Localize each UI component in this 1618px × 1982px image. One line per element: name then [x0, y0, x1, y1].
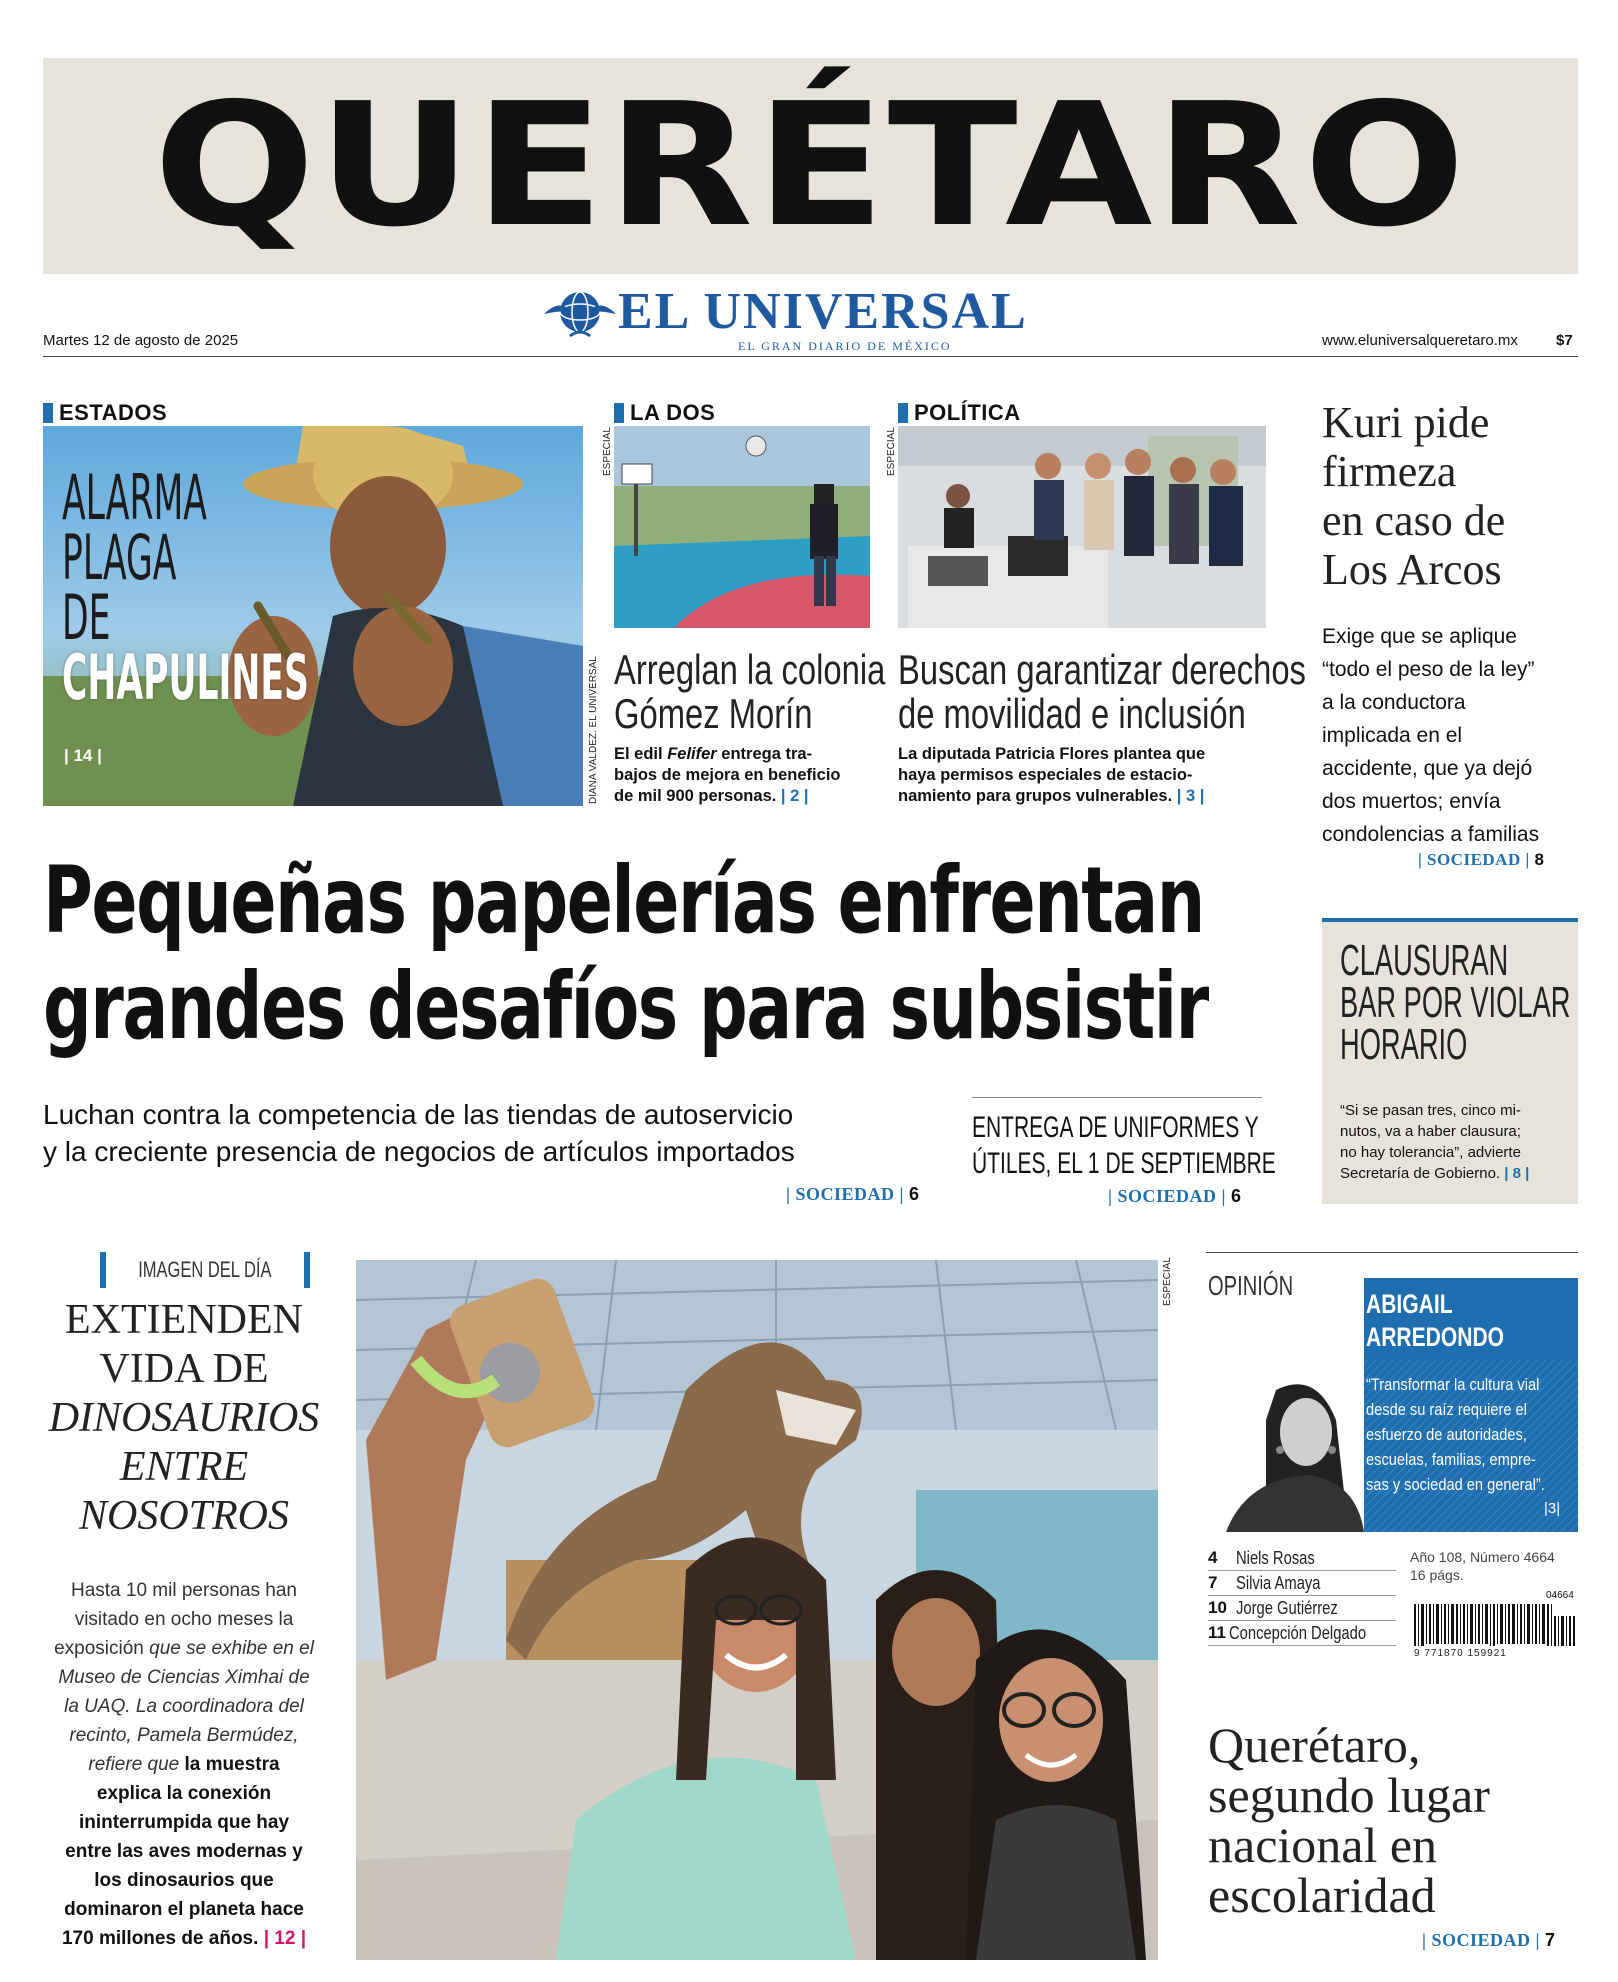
overlay-line: PLAGA — [62, 521, 177, 594]
la-dos-dek — [614, 744, 876, 807]
section-label-text: LA DOS — [630, 400, 716, 425]
dek-text: Exige que se aplique — [1322, 625, 1517, 648]
page-count: 16 págs. — [1410, 1567, 1464, 1583]
dek-text: nutos, va a haber clausura; — [1340, 1123, 1521, 1140]
headline-line: Buscan garantizar derechos — [898, 646, 1306, 693]
headline-line: Kuri pide — [1322, 398, 1490, 447]
opinion-page-ref[interactable]: |3| — [1544, 1500, 1561, 1517]
headline-line: NOSOTROS — [78, 1493, 290, 1539]
uniformes-headline — [972, 1110, 1276, 1182]
columnists-list — [1208, 1546, 1396, 1646]
escolaridad-section-ref[interactable] — [1422, 1930, 1555, 1951]
dek-text: entrega tra- — [716, 745, 813, 763]
dek-text: los dinosaurios que — [94, 1870, 274, 1891]
dek-text: la muestra — [184, 1754, 280, 1775]
masthead — [43, 58, 1578, 274]
main-dek — [43, 1096, 795, 1170]
ref-section: | SOCIEDAD | — [1422, 1930, 1540, 1950]
la-dos-headline — [614, 648, 885, 736]
issue-number: Año 108, Número 4664 — [1410, 1549, 1555, 1565]
dek-text: dos muertos; envía — [1322, 790, 1501, 813]
dek-text: a la conductora — [1322, 691, 1466, 714]
dek-text: “Si se pasan tres, cinco mi- — [1340, 1102, 1521, 1119]
headline-line: VIDA DE — [99, 1346, 269, 1392]
headline-line: HORARIO — [1340, 1020, 1468, 1069]
photo-credit: ESPECIAL — [1162, 1257, 1173, 1306]
photo-credit: ESPECIAL — [602, 427, 613, 476]
website-url[interactable]: www.eluniversalqueretaro.mx — [1322, 332, 1518, 349]
price: $7 — [1556, 332, 1573, 349]
dek-text: Secretaría de Gobierno. — [1340, 1165, 1501, 1182]
barcode-icon — [1414, 1598, 1576, 1646]
headline-line: Arreglan la colonia — [614, 646, 886, 693]
author-portrait-icon — [1206, 1360, 1364, 1532]
uniformes-section-ref[interactable] — [1108, 1186, 1241, 1207]
overlay-line: DE — [62, 581, 111, 654]
dek-text: de mil 900 personas. — [614, 787, 777, 805]
opinion-quote — [1366, 1372, 1566, 1497]
headline-line: en caso de — [1322, 496, 1506, 545]
dinosaurios-dek — [36, 1576, 332, 1953]
columnist-name: Jorge Gutiérrez — [1236, 1597, 1338, 1618]
masthead-title: QUERÉTARO — [153, 67, 1468, 265]
barcode-digits: 9 771870 159921 — [1414, 1648, 1507, 1659]
columnist-page: 7 — [1208, 1573, 1218, 1592]
headline-line: EXTIENDEN — [65, 1297, 303, 1343]
main-section-ref[interactable] — [786, 1184, 919, 1205]
dek-text: condolencias a familias — [1322, 823, 1540, 846]
columnist-page: 11 — [1208, 1623, 1226, 1642]
brand-tagline: EL GRAN DIARIO DE MÉXICO — [738, 339, 952, 353]
headline-line: ENTRE — [119, 1444, 249, 1490]
issue-info — [1410, 1548, 1555, 1584]
clausuran-headline — [1340, 936, 1571, 1069]
headline-line: Pequeñas papelerías enfrentan — [43, 847, 1204, 954]
brand-name: EL UNIVERSAL — [618, 283, 1028, 340]
section-label-la-dos — [614, 400, 715, 426]
columnist-row[interactable] — [1208, 1596, 1396, 1621]
page-ref[interactable]: | 14 | — [64, 746, 102, 765]
overlay-line: CHAPULINES — [62, 641, 309, 714]
dek-text: ininterrumpida que hay — [78, 1812, 290, 1833]
ref-page: 6 — [908, 1184, 919, 1204]
dek-text: El edil — [614, 745, 668, 763]
dek-text: Hasta 10 mil personas han — [70, 1580, 297, 1601]
clausuran-dek — [1340, 1100, 1572, 1184]
photo-dinosaur-selfie — [356, 1260, 1158, 1960]
page-ref[interactable]: | 12 | — [263, 1928, 307, 1949]
dek-text: namiento para grupos vulnerables. — [898, 787, 1173, 805]
photo-basketball-court — [614, 426, 870, 628]
dek-text: La diputada Patricia Flores plantea que — [898, 745, 1206, 763]
ref-page: 8 — [1534, 850, 1544, 869]
headline-line: BAR POR VIOLAR — [1340, 978, 1571, 1027]
politica-dek — [898, 744, 1278, 807]
dek-text: haya permisos especiales de estacio- — [898, 766, 1193, 784]
headline-line: Los Arcos — [1322, 545, 1502, 594]
dek-text: dominaron el planeta hace — [64, 1899, 304, 1920]
opinion-label: OPINIÓN — [1208, 1270, 1294, 1301]
kuri-headline — [1322, 398, 1505, 594]
headline-line: DINOSAURIOS — [48, 1395, 320, 1441]
ref-page: 6 — [1230, 1186, 1241, 1206]
escolaridad-headline — [1208, 1717, 1490, 1923]
headline-line: ENTREGA DE UNIFORMES Y — [972, 1111, 1259, 1144]
quote-line: sas y sociedad en general”. — [1366, 1475, 1545, 1494]
divider — [972, 1097, 1262, 1098]
dek-text: exposición — [54, 1638, 150, 1659]
columnist-name: Silvia Amaya — [1236, 1572, 1321, 1593]
dek-text: la UAQ. La coordinadora del — [64, 1696, 304, 1717]
opinion-author — [1366, 1288, 1504, 1354]
dek-emphasis: Felifer — [667, 745, 717, 763]
dek-text: Museo de Ciencias Ximhai de — [58, 1667, 310, 1688]
dek-text: 170 millones de años. — [61, 1928, 259, 1949]
columnist-row[interactable] — [1208, 1546, 1396, 1571]
headline-line: de movilidad e inclusión — [898, 690, 1246, 737]
columnist-row[interactable] — [1208, 1621, 1396, 1646]
columnist-page: 4 — [1208, 1548, 1218, 1567]
basketball-court-photo-icon — [614, 426, 870, 628]
author-line: ARREDONDO — [1366, 1322, 1505, 1352]
ref-page: 7 — [1544, 1930, 1555, 1950]
dek-text: refiere que — [88, 1754, 185, 1775]
politica-headline — [898, 648, 1306, 736]
dek-text: “todo el peso de la ley” — [1322, 658, 1535, 681]
page-ref[interactable]: | 2 | — [780, 787, 809, 805]
dek-text: bajos de mejora en beneficio — [614, 766, 841, 784]
columnist-name: Niels Rosas — [1236, 1547, 1315, 1568]
page-ref[interactable]: | 3 | — [1176, 787, 1205, 805]
section-label-estados — [43, 400, 167, 426]
section-label-text: ESTADOS — [59, 400, 168, 425]
headline-line: grandes desafíos para subsistir — [43, 953, 1208, 1060]
headline-line: nacional en — [1208, 1817, 1438, 1873]
opinion-rule — [1206, 1252, 1578, 1253]
quote-line: “Transformar la cultura vial — [1366, 1375, 1540, 1394]
quote-line: desde su raíz requiere el — [1366, 1400, 1527, 1419]
page-ref[interactable]: | 8 | — [1504, 1165, 1530, 1182]
ref-section: | SOCIEDAD | — [786, 1184, 904, 1204]
photo-credit: DIANA VALDEZ. EL UNIVERSAL — [588, 656, 599, 804]
dek-text: Luchan contra la competencia de las tiendas de autoservicio — [43, 1099, 794, 1130]
section-marker-icon — [898, 403, 908, 423]
columnist-row[interactable] — [1208, 1571, 1396, 1596]
dek-text: implicada en el — [1322, 724, 1463, 747]
dek-text: explica la conexión — [96, 1783, 272, 1804]
chapulines-overlay-title — [62, 461, 309, 714]
header-rule — [43, 356, 1578, 357]
headline-line: Querétaro, — [1208, 1717, 1421, 1773]
imagen-del-dia-label — [100, 1252, 310, 1288]
photo-credit: ESPECIAL — [886, 427, 897, 476]
author-line: ABIGAIL — [1366, 1289, 1453, 1319]
dek-text: que se exhibe en el — [149, 1638, 314, 1659]
kuri-section-ref[interactable] — [1418, 850, 1544, 870]
dek-text: y la creciente presencia de negocios de artículos importados — [43, 1136, 795, 1167]
quote-line: esfuerzo de autoridades, — [1366, 1425, 1527, 1444]
section-label-politica — [898, 400, 1021, 426]
label-bar-icon — [304, 1252, 310, 1288]
ref-section: | SOCIEDAD | — [1108, 1186, 1226, 1206]
barcode-top-number: 04664 — [1546, 1590, 1574, 1601]
globe-eagle-logo-icon — [540, 284, 620, 344]
dek-text: visitado en ocho meses la — [74, 1609, 294, 1630]
dek-text: entre las aves modernas y — [65, 1841, 303, 1862]
label-text: IMAGEN DEL DÍA — [138, 1257, 272, 1282]
headline-line: firmeza — [1322, 447, 1457, 496]
issue-date: Martes 12 de agosto de 2025 — [43, 332, 239, 349]
photo-officials — [898, 426, 1266, 628]
label-bar-icon — [100, 1252, 106, 1288]
overlay-line: ALARMA — [62, 461, 207, 534]
section-marker-icon — [614, 403, 624, 423]
headline-line: escolaridad — [1208, 1867, 1436, 1923]
quote-line: escuelas, familias, empre- — [1366, 1450, 1536, 1469]
dinosaurios-headline — [36, 1296, 332, 1541]
dek-text: accidente, que ya dejó — [1322, 757, 1533, 780]
author-portrait — [1206, 1360, 1364, 1532]
headline-line: Gómez Morín — [614, 690, 813, 737]
section-label-text: POLÍTICA — [914, 400, 1021, 425]
kuri-dek — [1322, 620, 1584, 851]
officials-office-photo-icon — [898, 426, 1266, 628]
dek-text: no hay tolerancia”, advierte — [1340, 1144, 1521, 1161]
main-headline — [43, 848, 1208, 1060]
columnist-page: 10 — [1208, 1598, 1227, 1617]
ref-section: | SOCIEDAD | — [1418, 850, 1530, 869]
headline-line: ÚTILES, EL 1 DE SEPTIEMBRE — [972, 1147, 1276, 1180]
headline-line: CLAUSURAN — [1340, 936, 1509, 985]
section-marker-icon — [43, 403, 53, 423]
headline-line: segundo lugar — [1208, 1767, 1490, 1823]
columnist-name: Concepción Delgado — [1228, 1622, 1366, 1643]
dek-text: recinto, Pamela Bermúdez, — [69, 1725, 299, 1746]
dinosaur-selfie-photo-icon — [356, 1260, 1158, 1960]
